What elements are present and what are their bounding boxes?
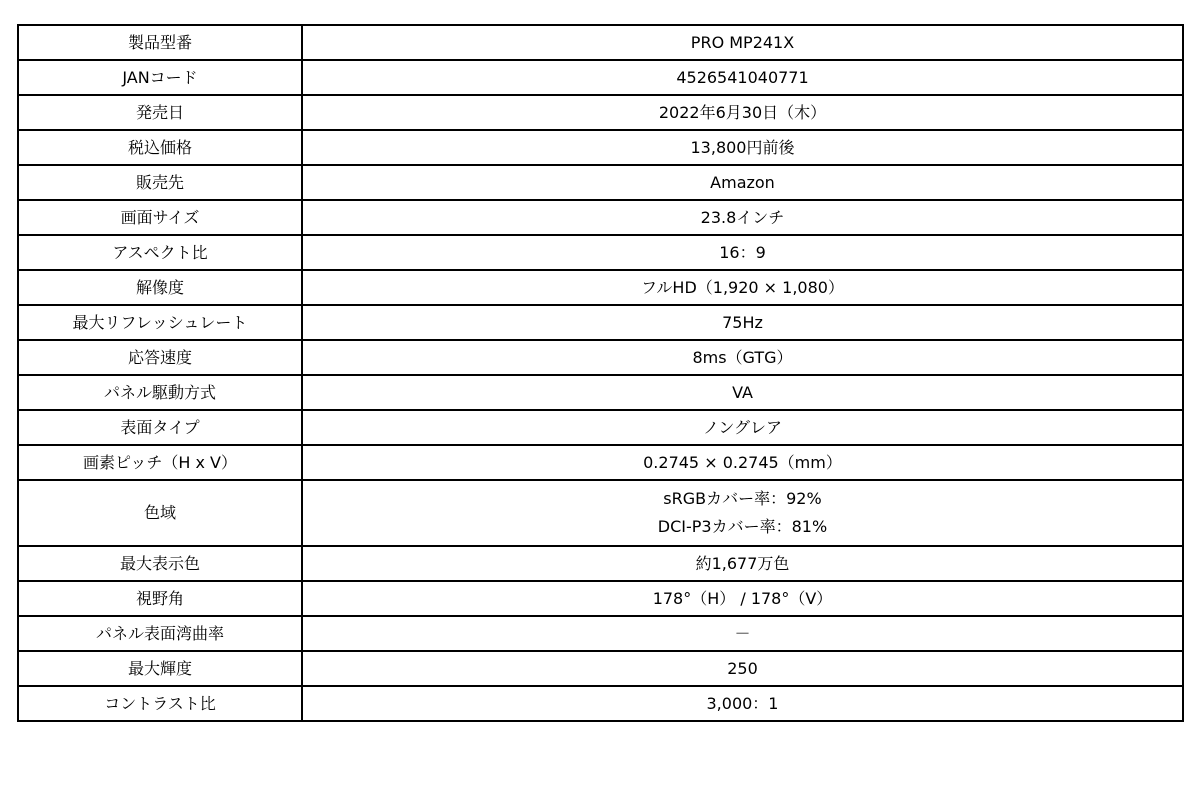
spec-label: 表面タイプ: [18, 410, 302, 445]
spec-label: 視野角: [18, 581, 302, 616]
table-row: [18, 25, 1183, 60]
spec-value: Amazon: [302, 165, 1183, 200]
spec-value: 75Hz: [302, 305, 1183, 340]
spec-value: －: [302, 616, 1183, 651]
table-row: [18, 60, 1183, 95]
spec-value-line: DCI-P3カバー率：81%: [657, 517, 828, 536]
spec-label: 最大表示色: [18, 546, 302, 581]
spec-value: 3,000：1: [302, 686, 1183, 721]
table-row: [18, 305, 1183, 340]
spec-value: 約1,677万色: [302, 546, 1183, 581]
table-row: [18, 410, 1183, 445]
table-row: [18, 130, 1183, 165]
table-row: [18, 270, 1183, 305]
spec-label: 製品型番: [18, 25, 302, 60]
table-row: [18, 165, 1183, 200]
spec-value: 4526541040771: [302, 60, 1183, 95]
spec-label: JANコード: [18, 60, 302, 95]
spec-value-line: sRGBカバー率：92%: [663, 489, 822, 508]
table-row: [18, 235, 1183, 270]
spec-value: PRO MP241X: [302, 25, 1183, 60]
spec-value: 178°（H） / 178°（V）: [302, 581, 1183, 616]
spec-value: ノングレア: [302, 410, 1183, 445]
table-row: [18, 616, 1183, 651]
spec-label: 画素ピッチ（H x V）: [18, 445, 302, 480]
spec-value: 0.2745 × 0.2745（mm）: [302, 445, 1183, 480]
spec-label: コントラスト比: [18, 686, 302, 721]
spec-value: 13,800円前後: [302, 130, 1183, 165]
table-row: [18, 445, 1183, 480]
table-row: [18, 546, 1183, 581]
table-row: [18, 375, 1183, 410]
spec-value: 8ms（GTG）: [302, 340, 1183, 375]
spec-label: 販売先: [18, 165, 302, 200]
spec-label: アスペクト比: [18, 235, 302, 270]
spec-value: 2022年6月30日（木）: [302, 95, 1183, 130]
spec-label: 解像度: [18, 270, 302, 305]
spec-value: VA: [302, 375, 1183, 410]
table-row: [18, 581, 1183, 616]
spec-value: 16：9: [302, 235, 1183, 270]
table-row: [18, 480, 1183, 546]
table-row: [18, 686, 1183, 721]
table-row: [18, 200, 1183, 235]
table-row: [18, 95, 1183, 130]
table-row: [18, 340, 1183, 375]
spec-value: フルHD（1,920 × 1,080）: [302, 270, 1183, 305]
spec-label: 最大リフレッシュレート: [18, 305, 302, 340]
spec-value-multi: [302, 480, 1183, 546]
spec-value: 250: [302, 651, 1183, 686]
spec-label: パネル表面湾曲率: [18, 616, 302, 651]
spec-label: 応答速度: [18, 340, 302, 375]
spec-label: 発売日: [18, 95, 302, 130]
spec-value: 23.8インチ: [302, 200, 1183, 235]
table-row: [18, 651, 1183, 686]
spec-label: 最大輝度: [18, 651, 302, 686]
spec-label: 色域: [18, 480, 302, 546]
spec-label: パネル駆動方式: [18, 375, 302, 410]
spec-label: 税込価格: [18, 130, 302, 165]
spec-label: 画面サイズ: [18, 200, 302, 235]
spec-table: [17, 24, 1184, 722]
